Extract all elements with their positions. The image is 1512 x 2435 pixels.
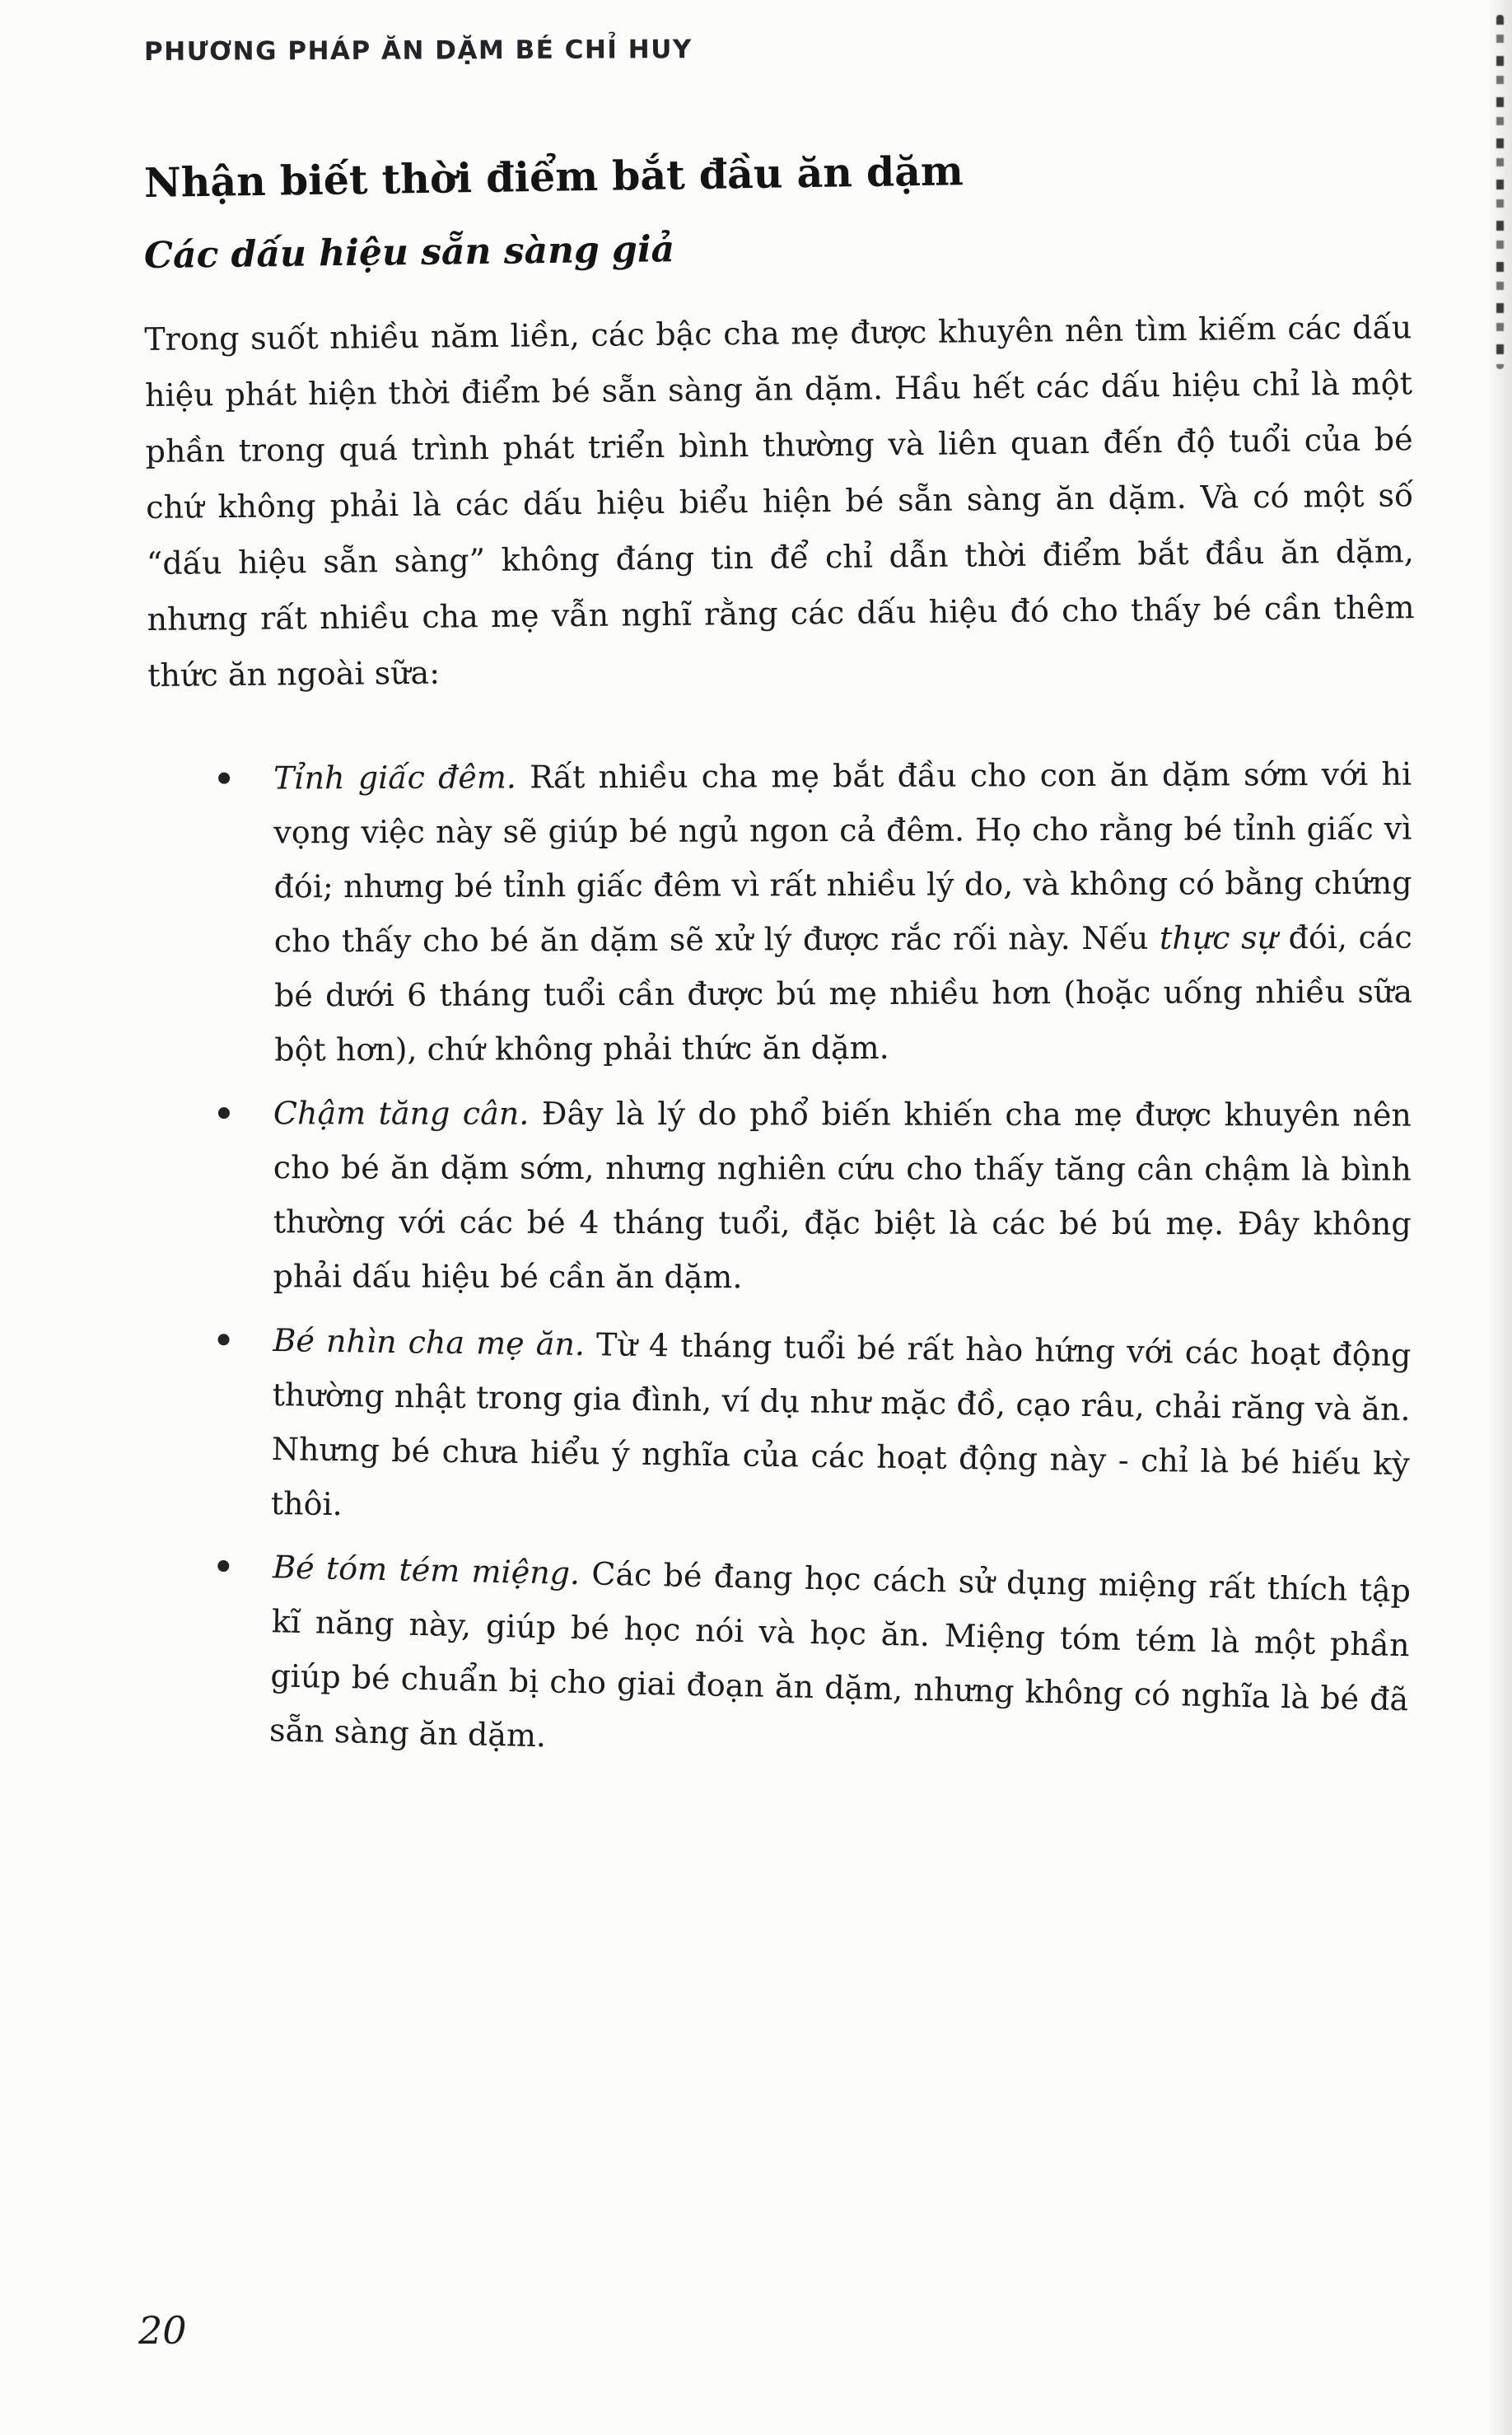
list-item-text: Các bé đang học cách sử dụng miệng rất thích tập kĩ năng này, giúp bé học nói và học ăn. Miệng tóm tém là một phần giúp bé chuẩn bị cho giai đoạn ăn dặm, nhưng không có nghĩa là bé đã sẵn sàng ăn dặm. bbox=[268, 1555, 1412, 1755]
list-item-lead: Chậm tăng cân. bbox=[273, 1095, 530, 1132]
page-number: 20 bbox=[138, 2308, 187, 2353]
intro-paragraph: Trong suốt nhiều năm liền, các bậc cha mẹ được khuyên nên tìm kiếm các dấu hiệu phát hiện thời điểm bé sẵn sàng ăn dặm. Hầu hết các dấu hiệu chỉ là một phần trong quá trình phát triển bình thường và liên quan đến độ tuổi của bé chứ không phải là các dấu hiệu biểu hiện bé sẵn sàng ăn dặm. Và có một số “dấu hiệu sẵn sàng” không đáng tin để chỉ dẫn thời điểm bắt đầu ăn dặm, nhưng rất nhiều cha mẹ vẫn nghĩ rằng các dấu hiệu đó cho thấy bé cần thêm thức ăn ngoài sữa: bbox=[144, 309, 1415, 694]
list-item-slow-weight-gain bbox=[144, 1086, 1412, 1306]
list-item-mouthing bbox=[139, 1537, 1411, 1781]
list-item-text: Rất nhiều cha mẹ bắt đầu cho con ăn dặm sớm với hi vọng việc này sẽ giúp bé ngủ ngon cả đêm. Họ cho rằng bé tỉnh giấc vì đói; nhưng bé tỉnh giấc đêm vì rất nhiều lý do, và không có bằng chứng cho thấy cho bé ăn dặm sẽ xử lý được rắc rối này. Nếu bbox=[273, 755, 1412, 960]
list-item-lead: Bé tóm tém miệng. bbox=[272, 1549, 581, 1592]
list-item-text: Đây là lý do phổ biến khiến cha mẹ được khuyên nên cho bé ăn dặm sớm, nhưng nghiên cứu cho thấy tăng cân chậm là bình thường với các bé 4 tháng tuổi, đặc biệt là các bé bú mẹ. Đây không phải dấu hiệu bé cần ăn dặm. bbox=[273, 1095, 1412, 1296]
list-item-watching-parents-eat bbox=[142, 1311, 1412, 1545]
sub-heading: Các dấu hiệu sẵn sàng giả bbox=[143, 228, 675, 277]
running-header: PHƯƠNG PHÁP ĂN DẶM BÉ CHỈ HUY bbox=[143, 35, 693, 67]
list-item-lead: Bé nhìn cha mẹ ăn. bbox=[273, 1322, 586, 1363]
section-heading: Nhận biết thời điểm bắt đầu ăn dặm bbox=[143, 147, 964, 207]
false-signs-list bbox=[144, 751, 1412, 1755]
list-item-lead: Tỉnh giấc đêm. bbox=[273, 759, 517, 797]
list-item-text: đói, các bé dưới 6 tháng tuổi cần được bú mẹ nhiều hơn (hoặc uống nhiều sữa bột hơn), chứ không phải thức ăn dặm. bbox=[273, 918, 1413, 1068]
list-item-text: Từ 4 tháng tuổi bé rất hào hứng với các hoạt động thường nhật trong gia đình, ví dụ như mặc đồ, cạo râu, chải răng và ăn. Nhưng bé chưa hiểu ý nghĩa của các hoạt động này - chỉ là bé hiếu kỳ thôi. bbox=[270, 1326, 1412, 1523]
list-item-emphasis: thực sự bbox=[1159, 919, 1278, 956]
list-item-night-waking bbox=[144, 747, 1412, 1077]
